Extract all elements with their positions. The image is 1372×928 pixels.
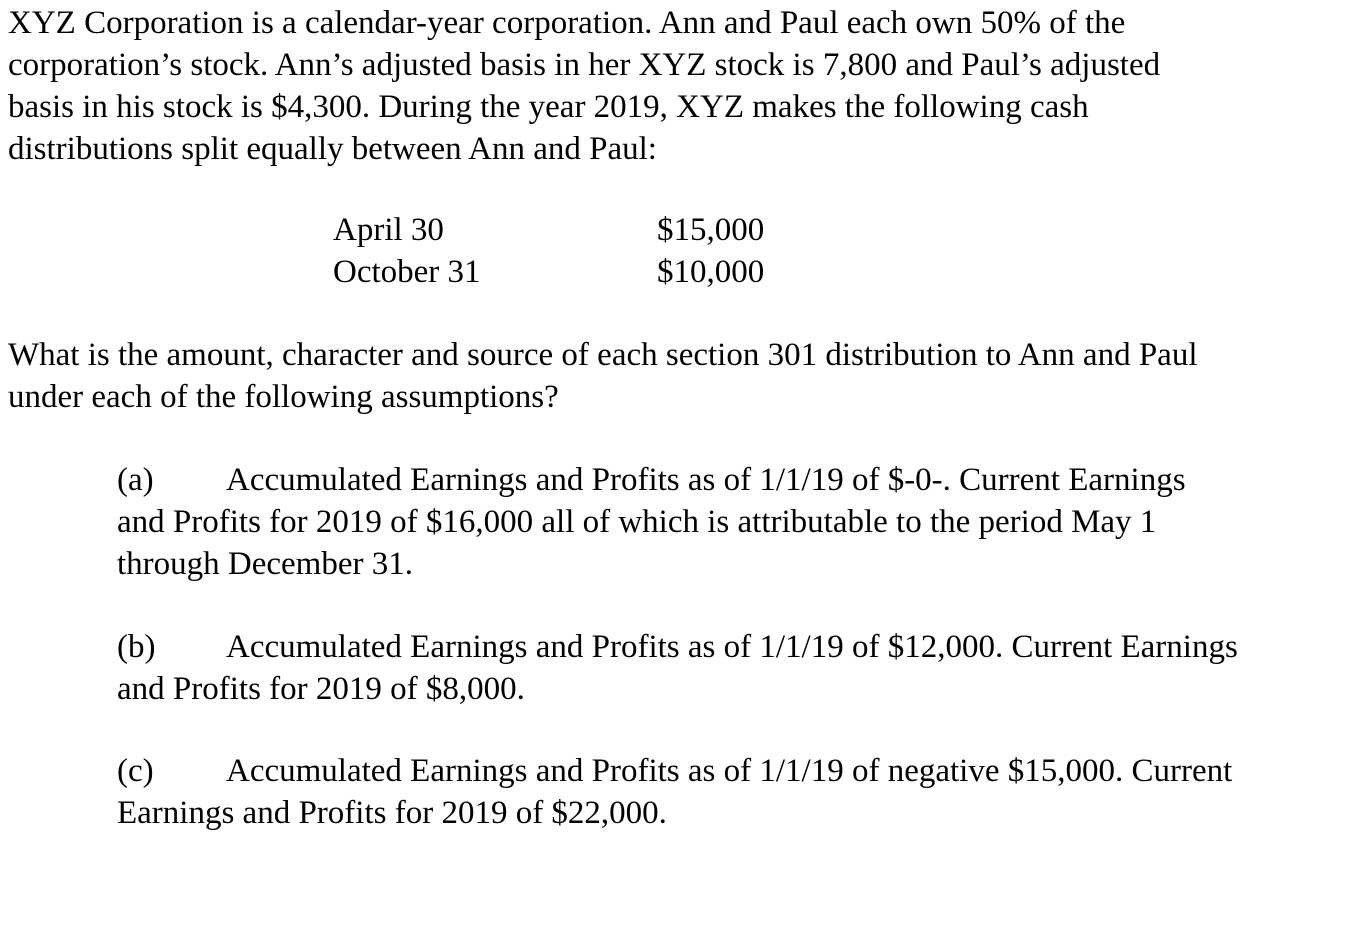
distribution-date: October 31	[333, 254, 481, 290]
assumption-c	[117, 750, 1232, 834]
assumption-line: and Profits for 2019 of $16,000 all of which is attributable to the period May 1	[117, 504, 1157, 540]
assumption-marker: (a)	[117, 462, 154, 498]
assumption-line: and Profits for 2019 of $8,000.	[117, 671, 525, 707]
assumption-b	[117, 626, 1238, 710]
distribution-amount: $15,000	[657, 212, 765, 248]
distribution-date: April 30	[333, 212, 444, 248]
assumption-line: through December 31.	[117, 546, 413, 582]
assumption-text: Accumulated Earnings and Profits as of 1/1/19 of negative $15,000. Current	[226, 753, 1233, 789]
assumption-marker: (b)	[117, 629, 156, 665]
question-line: under each of the following assumptions?	[8, 379, 559, 415]
question-line: What is the amount, character and source of each section 301 distribution to Ann and Paul	[8, 337, 1198, 373]
assumption-marker: (c)	[117, 753, 154, 789]
intro-line: corporation’s stock. Ann’s adjusted basis in her XYZ stock is 7,800 and Paul’s adjusted	[8, 47, 1161, 83]
assumption-first-line	[117, 459, 1186, 501]
intro-line: basis in his stock is $4,300. During the year 2019, XYZ makes the following cash	[8, 89, 1089, 125]
assumption-text: Accumulated Earnings and Profits as of 1/1/19 of $-0-. Current Earnings	[226, 462, 1186, 498]
intro-line: XYZ Corporation is a calendar-year corporation. Ann and Paul each own 50% of the	[8, 5, 1126, 41]
intro-line: distributions split equally between Ann and Paul:	[8, 131, 657, 167]
assumption-a	[117, 459, 1186, 585]
question-paragraph	[8, 334, 1198, 418]
distribution-amount: $10,000	[657, 254, 765, 290]
intro-paragraph	[8, 2, 1160, 170]
assumption-text: Accumulated Earnings and Profits as of 1/1/19 of $12,000. Current Earnings	[226, 629, 1238, 665]
assumption-first-line	[117, 750, 1232, 792]
assumption-first-line	[117, 626, 1238, 668]
assumption-line: Earnings and Profits for 2019 of $22,000.	[117, 795, 667, 831]
